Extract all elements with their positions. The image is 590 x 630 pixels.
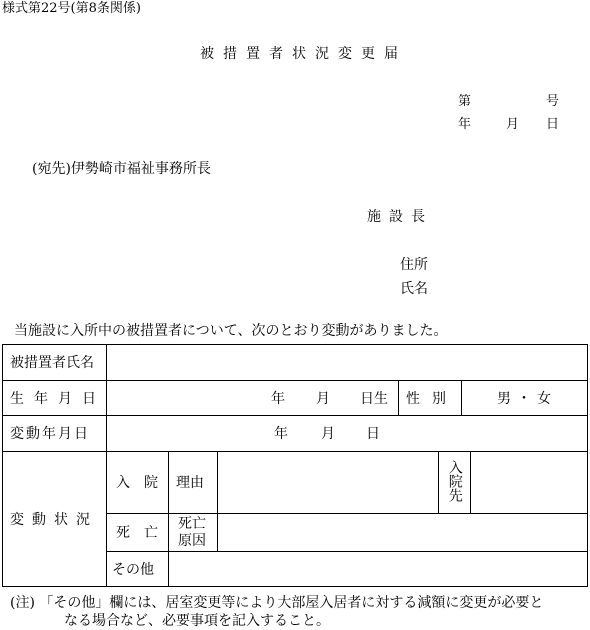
reason-field[interactable]	[218, 452, 438, 513]
other-field[interactable]	[169, 552, 587, 586]
number-suffix: 号	[546, 94, 560, 109]
date-year-label: 年	[458, 117, 472, 132]
admission-label: 入院	[116, 475, 172, 491]
death-label: 死亡	[116, 525, 172, 541]
document-title: 被措置者状況変更届	[200, 46, 407, 62]
intro-text: 当施設に入所中の被措置者について、次のとおり変動がありました。	[14, 323, 448, 339]
number-prefix: 第	[458, 94, 472, 109]
name-label: 氏名	[400, 281, 428, 297]
gender-label: 性別	[406, 390, 458, 407]
col-divider	[398, 380, 399, 416]
change-date-label: 変動年月日	[10, 426, 90, 442]
note-line-2: なる場合など、必要事項を記入すること。	[64, 613, 330, 629]
col-divider	[461, 380, 462, 416]
hospital-label: 入院先	[446, 460, 463, 502]
gender-options[interactable]: 男・女	[497, 390, 557, 407]
date-day-label: 日	[546, 117, 560, 132]
col-divider	[438, 451, 439, 514]
name-field[interactable]	[107, 345, 587, 380]
birth-year-label: 年	[271, 390, 285, 407]
facility-head-label: 施設長	[367, 209, 433, 225]
change-day-label: 日	[366, 426, 380, 442]
change-year-label: 年	[274, 426, 288, 442]
death-cause-label: 死亡原因	[178, 515, 206, 549]
address-label: 住所	[400, 257, 428, 273]
reason-label: 理由	[176, 475, 204, 491]
hospital-field[interactable]	[471, 452, 587, 513]
addressee: (宛先)伊勢崎市福祉事務所長	[32, 161, 211, 177]
birth-day-label: 日生	[360, 390, 388, 407]
death-cause-field[interactable]	[218, 514, 587, 551]
name-field-label: 被措置者氏名	[10, 355, 94, 371]
note-line-1: (注) 「その他」欄には、居室変更等により大部屋入居者に対する減額に変更が必要と	[10, 595, 544, 611]
change-month-label: 月	[321, 426, 335, 442]
date-month-label: 月	[506, 117, 520, 132]
form-number: 様式第22号(第8条関係)	[2, 1, 141, 16]
change-status-label: 変動状況	[10, 512, 98, 528]
col-divider	[106, 344, 107, 587]
other-label: その他	[112, 561, 154, 578]
birth-month-label: 月	[316, 390, 330, 407]
birthdate-label: 生年月日	[10, 390, 106, 407]
